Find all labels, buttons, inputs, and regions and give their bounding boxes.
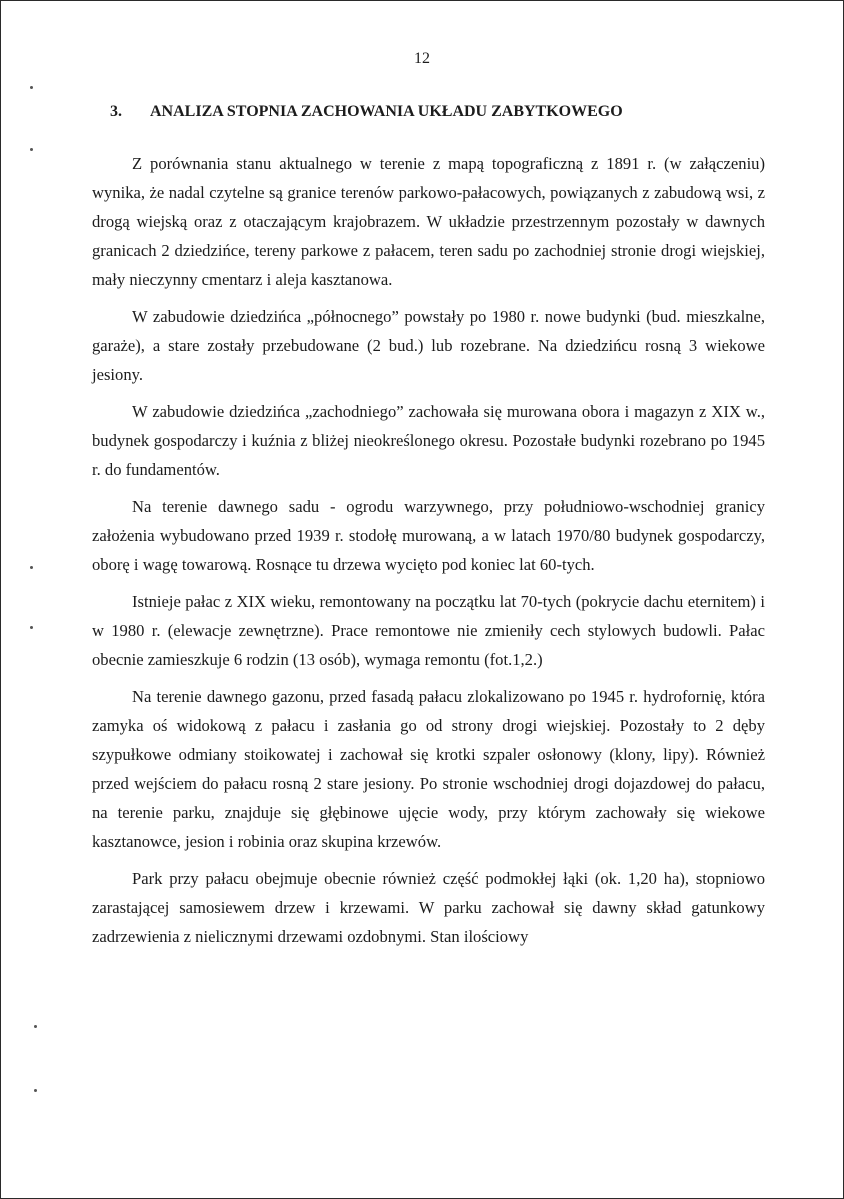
paragraph: W zabudowie dziedzińca „północnego” powstały po 1980 r. nowe budynki (bud. mieszkalne, garaże), a stare zostały przebudowane (2 bud.) lub rozebrane. Na dziedzińcu rosną 3 wiekowe jesiony. [92,307,765,384]
scan-speck [34,1089,37,1092]
scan-speck [30,86,33,89]
paragraph: Na terenie dawnego gazonu, przed fasadą pałacu zlokalizowano po 1945 r. hydrofornię, która zamyka oś widokową z pałacu i zasłania go od strony drogi wiejskiej. Pozostały to 2 dęby szypułkowe odmiany stoikowatej i zachował się krotki szpaler osłonowy (klony, lipy). Również przed wejściem do pałacu rosną 2 stare jesiony. Po stronie wschodniej drogi dojazdowej do pałacu, na terenie parku, znajduje się głębinowe ujęcie wody, przy którym zachowały się wiekowe kasztanowce, jesion i robinia oraz skupina krzewów. [92,687,765,851]
section-title: ANALIZA STOPNIA ZACHOWANIA UKŁADU ZABYTKOWEGO [150,103,623,120]
paragraph: Istnieje pałac z XIX wieku, remontowany na początku lat 70-tych (pokrycie dachu eternitem) i w 1980 r. (elewacje zewnętrzne). Prace remontowe nie zmieniły cech stylowych budowli. Pałac obecnie zamieszkuje 6 rodzin (13 osób), wymaga remontu (fot.1,2.) [92,592,765,669]
scan-speck [30,148,33,151]
paragraph: Park przy pałacu obejmuje obecnie również część podmokłej łąki (ok. 1,20 ha), stopniowo zarastającej samosiewem drzew i krzewami. W parku zachował się dawny skład gatunkowy zadrzewienia z nielicznymi drzewami ozdobnymi. Stan ilościowy [92,869,765,946]
scan-speck [30,626,33,629]
paragraph: Z porównania stanu aktualnego w terenie z mapą topograficzną z 1891 r. (w załączeniu) wynika, że nadal czytelne są granice terenów parkowo-pałacowych, powiązanych z zabudową wsi, z drogą wiejską oraz z otaczającym krajobrazem. W układzie przestrzennym pozostały w dawnych granicach 2 dziedzińce, tereny parkowe z pałacem, teren sadu po zachodniej stronie drogi wiejskiej, mały nieczynny cmentarz i aleja kasztanowa. [92,154,765,289]
document-body [92,149,765,959]
paragraph: Na terenie dawnego sadu - ogrodu warzywnego, przy południowo-wschodniej granicy założenia wybudowano przed 1939 r. stodołę murowaną, a w latach 1970/80 budynek gospodarczy, oborę i wagę towarową. Rosnące tu drzewa wycięto pod koniec lat 60-tych. [92,497,765,574]
section-number: 3. [110,103,122,120]
scan-speck [30,566,33,569]
scan-speck [34,1025,37,1028]
section-heading [110,103,623,121]
page-number: 12 [414,50,430,67]
paragraph: W zabudowie dziedzińca „zachodniego” zachowała się murowana obora i magazyn z XIX w., budynek gospodarczy i kuźnia z bliżej nieokreślonego okresu. Pozostałe budynki rozebrano po 1945 r. do fundamentów. [92,402,765,479]
